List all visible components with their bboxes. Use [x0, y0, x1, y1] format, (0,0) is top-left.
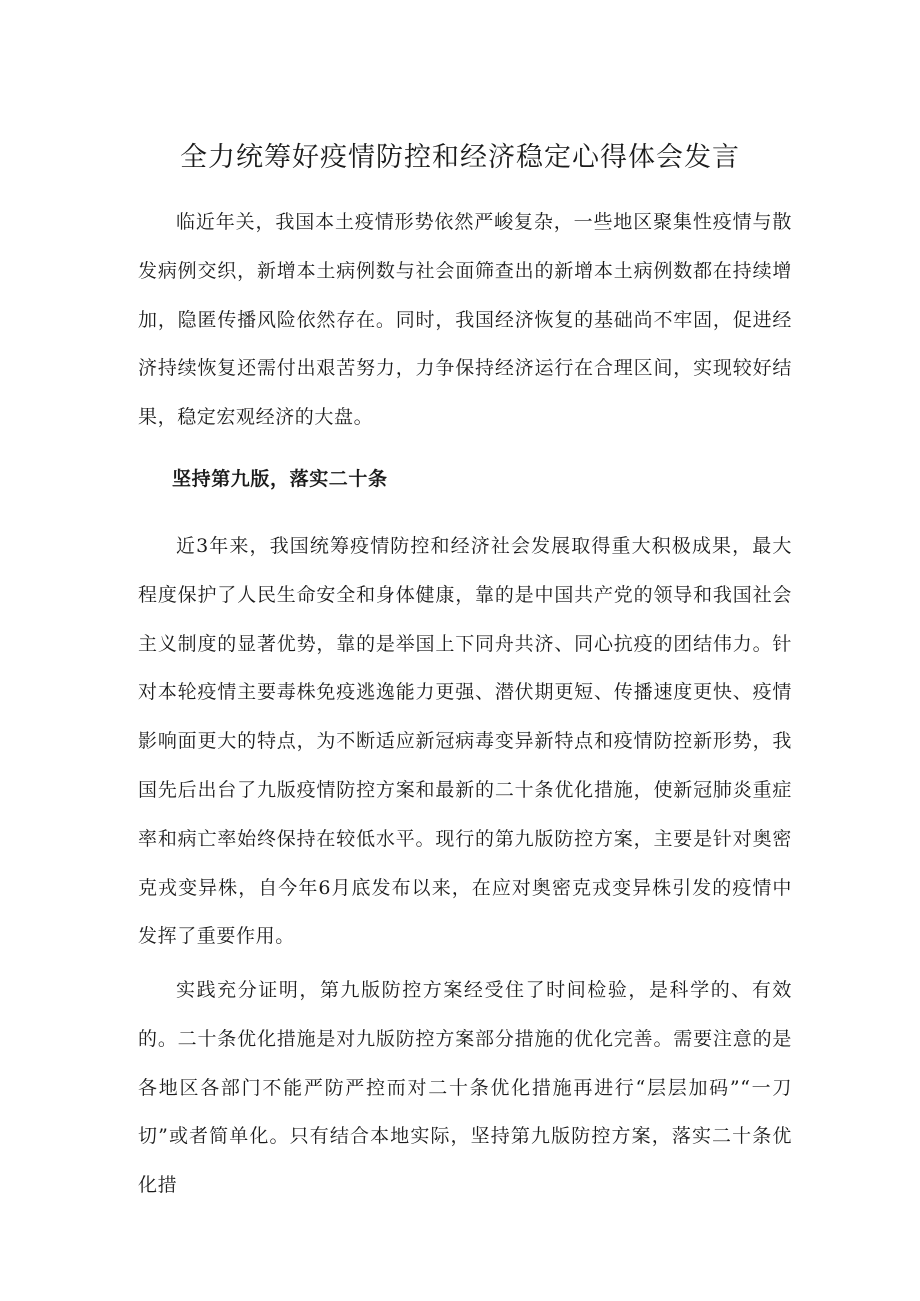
- paragraph-intro: 临近年关，我国本土疫情形势依然严峻复杂，一些地区聚集性疫情与散发病例交织，新增本土病例数与社会面筛查出的新增本土病例数都在持续增加，隐匿传播风险依然存在。同时，我国经济恢复的基础尚不牢固，促进经济持续恢复还需付出艰苦努力，力争保持经济运行在合理区间，实现较好结果，稳定宏观经济的大盘。: [138, 211, 792, 429]
- paragraph-practice: 实践充分证明，第九版防控方案经受住了时间检验，是科学的、有效的。二十条优化措施是对九版防控方案部分措施的优化完善。需要注意的是各地区各部门不能严防严控而对二十条优化措施再进行“层层加码”“一刀切”或者简单化。只有结合本地实际，坚持第九版防控方案，落实二十条优化措: [138, 979, 792, 1197]
- section-heading: 坚持第九版，落实二十条: [172, 468, 388, 490]
- document-title: 全力统筹好疫情防控和经济稳定心得体会发言: [180, 142, 740, 173]
- paragraph-achievements: 近3年来，我国统筹疫情防控和经济社会发展取得重大积极成果，最大程度保护了人民生命安全和身体健康，靠的是中国共产党的领导和我国社会主义制度的显著优势，靠的是举国上下同舟共济、同心抗疫的团结伟力。针对本轮疫情主要毒株免疫逃逸能力更强、潜伏期更短、传播速度更快、疫情影响面更大的特点，为不断适应新冠病毒变异新特点和疫情防控新形势，我国先后出台了九版疫情防控方案和最新的二十条优化措施，使新冠肺炎重症率和病亡率始终保持在较低水平。现行的第九版防控方案，主要是针对奥密克戎变异株，自今年6月底发布以来，在应对奥密克戎变异株引发的疫情中发挥了重要作用。: [138, 535, 792, 948]
